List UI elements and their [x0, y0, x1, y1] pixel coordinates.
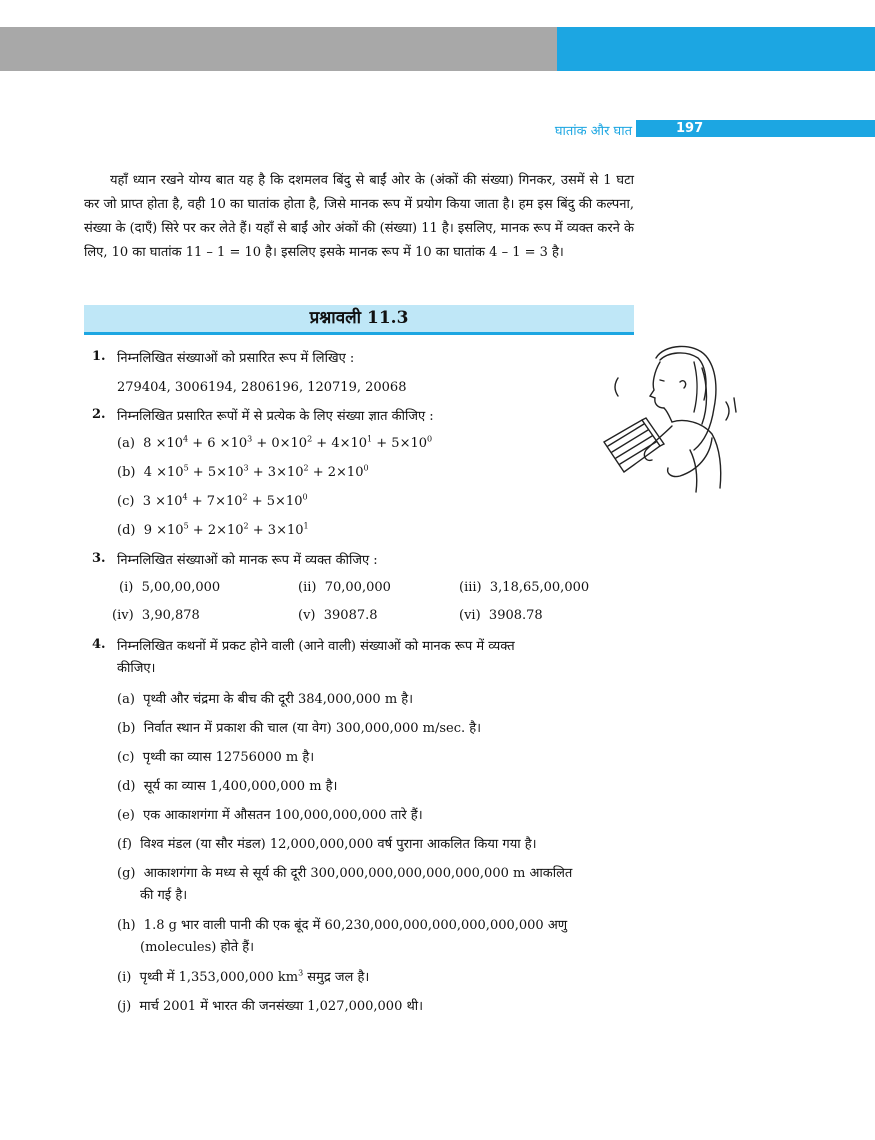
q3-item: (i) 5,00,00,000	[119, 580, 221, 595]
q2-a-label: (a)	[117, 436, 135, 451]
q3-item: (ii) 70,00,000	[298, 580, 391, 595]
q4-item-e: (e) एक आकाशगंगा में औसतन 100,000,000,000 तारे हैं।	[117, 808, 423, 823]
q1-number: 1.	[92, 349, 106, 364]
q4-item-j: (j) मार्च 2001 में भारत की जनसंख्या 1,027,000,000 थी।	[117, 999, 424, 1014]
q4-text-line1: निम्नलिखित कथनों में प्रकट होने वाली (आने वाली) संख्याओं को मानक रूप में व्यक्त	[117, 639, 515, 654]
q4-item-f: (f) विश्व मंडल (या सौर मंडल) 12,000,000,000 वर्ष पुराना आकलित किया गया है।	[117, 837, 537, 852]
q3-item: (vi) 3908.78	[459, 608, 543, 623]
intro-paragraph	[84, 169, 634, 265]
q4-item-c: (c) पृथ्वी का व्यास 12756000 m है।	[117, 750, 315, 765]
q2-item-b: (b) $4 \times 10^5 + 5\times 10^3 + 3\times 10^2 + 2\times 10^0$	[117, 463, 369, 480]
q2-b-label: (b)	[117, 465, 136, 480]
q4-item-d: (d) सूर्य का व्यास 1,400,000,000 m है।	[117, 779, 338, 794]
q4-item-h: (h) 1.8 g भार वाली पानी की एक बूंद में 60,230,000,000,000,000,000,000 अणु	[117, 918, 568, 933]
q4-text-line2: कीजिए।	[117, 661, 156, 676]
header-band-gray	[0, 27, 557, 71]
q4-item-a: (a) पृथ्वी और चंद्रमा के बीच की दूरी 384,000,000 m है।	[117, 692, 414, 707]
q2-item-a: (a) $8 \times 10^4 + 6 \times 10^3 + 0\times 10^2 + 4\times 10^1 + 5\times 10^0$	[117, 434, 433, 451]
q2-c-label: (c)	[117, 494, 135, 509]
girl-reading-illustration	[594, 338, 744, 508]
q3-item: (iv) 3,90,878	[112, 608, 200, 623]
q3-number: 3.	[92, 551, 106, 566]
q1-text: निम्नलिखित संख्याओं को प्रसारित रूप में लिखिए :	[117, 351, 355, 366]
q3-item: (v) 39087.8	[298, 608, 378, 623]
q2-item-d: (d) $9 \times 10^5 + 2\times 10^2 + 3\times 10^1$	[117, 521, 309, 538]
page-number-bar	[636, 120, 875, 137]
q1-numbers: 279404, 3006194, 2806196, 120719, 20068	[117, 380, 407, 395]
q2-item-c: (c) $3 \times 10^4 + 7\times 10^2 + 5\times 10^0$	[117, 492, 308, 509]
q2-text: निम्नलिखित प्रसारित रूपों में से प्रत्येक के लिए संख्या ज्ञात कीजिए :	[117, 409, 434, 424]
page-number: 197	[676, 121, 704, 136]
q4-item-b: (b) निर्वात स्थान में प्रकाश की चाल (या वेग) 300,000,000 m/sec. है।	[117, 721, 482, 736]
q4-item-h-cont: (molecules) होते हैं।	[140, 940, 255, 955]
header-band-blue	[557, 27, 875, 71]
chapter-title: घातांक और घात	[554, 124, 632, 139]
q4-item-g-cont: की गई है।	[140, 888, 188, 903]
exercise-title: प्रश्नावली 11.3	[84, 305, 634, 335]
q4-number: 4.	[92, 637, 106, 652]
q3-item: (iii) 3,18,65,00,000	[459, 580, 590, 595]
q2-number: 2.	[92, 407, 106, 422]
q4-item-i: (i) पृथ्वी में 1,353,000,000 $km^3$ समुद्र जल है।	[117, 968, 370, 985]
intro-text: यहाँ ध्यान रखने योग्य बात यह है कि दशमलव बिंदु से बाईं ओर के (अंकों की संख्या) गिनकर, उसमें से 1 घटा कर जो प्राप्त होता है, वही 10 का घातांक होता है, जिसे मानक रूप में प्रयोग किया जाता है। हम इस बिंदु की कल्पना, संख्या के (दाएँ) सिरे पर कर लेते हैं। यहाँ से बाईं ओर अंकों की (संख्या) 11 है। इसलिए, मानक रूप में व्यक्त करने के लिए, 10 का घातांक 11 – 1 = 10 है। इसलिए इसके मानक रूप में 10 का घातांक 4 – 1 = 3 है।	[84, 173, 634, 260]
q2-d-label: (d)	[117, 523, 136, 538]
q4-item-g: (g) आकाशगंगा के मध्य से सूर्य की दूरी 300,000,000,000,000,000,000 m आकलित	[117, 866, 573, 881]
q3-text: निम्नलिखित संख्याओं को मानक रूप में व्यक्त कीजिए :	[117, 553, 378, 568]
